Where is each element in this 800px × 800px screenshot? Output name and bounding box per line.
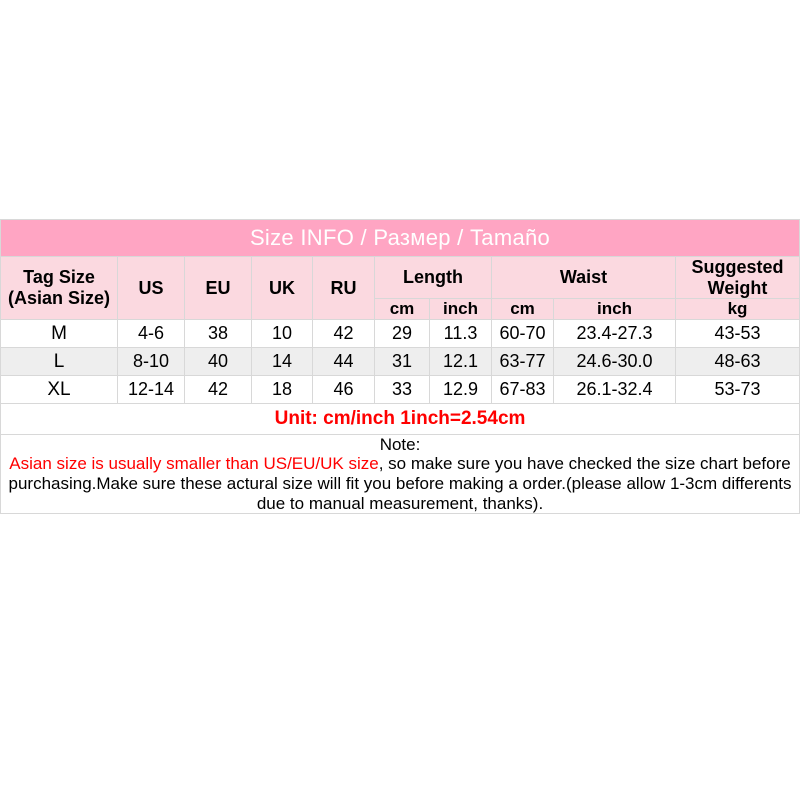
- cell-ru: 42: [313, 319, 375, 347]
- cell-tag-size: M: [1, 319, 118, 347]
- note-label: Note:: [379, 434, 421, 454]
- note-block: [1, 434, 800, 513]
- header-length-inch: inch: [430, 299, 492, 320]
- cell-us: 8-10: [118, 347, 185, 375]
- header-us: US: [118, 257, 185, 320]
- cell-length-cm: 33: [375, 375, 430, 403]
- cell-weight-kg: 43-53: [676, 319, 800, 347]
- table-row: [1, 347, 800, 375]
- cell-waist-cm: 60-70: [492, 319, 554, 347]
- cell-weight-kg: 48-63: [676, 347, 800, 375]
- note-row: [1, 434, 800, 513]
- cell-length-cm: 29: [375, 319, 430, 347]
- unit-note-row: [1, 403, 800, 434]
- cell-weight-kg: 53-73: [676, 375, 800, 403]
- note-text-red: Asian size is usually smaller than US/EU/UK size: [9, 454, 379, 474]
- header-ru: RU: [313, 257, 375, 320]
- cell-uk: 18: [252, 375, 313, 403]
- header-tag-size-label: Tag Size (Asian Size): [7, 267, 111, 308]
- cell-uk: 10: [252, 319, 313, 347]
- cell-waist-inch: 26.1-32.4: [554, 375, 676, 403]
- cell-eu: 40: [185, 347, 252, 375]
- cell-eu: 38: [185, 319, 252, 347]
- header-waist-cm: cm: [492, 299, 554, 320]
- table-row: [1, 319, 800, 347]
- table-header-row-1: [1, 257, 800, 299]
- table-title-row: [1, 220, 800, 257]
- header-waist-inch: inch: [554, 299, 676, 320]
- cell-waist-cm: 67-83: [492, 375, 554, 403]
- header-length: Length: [375, 257, 492, 299]
- cell-length-inch: 12.9: [430, 375, 492, 403]
- cell-eu: 42: [185, 375, 252, 403]
- cell-waist-inch: 24.6-30.0: [554, 347, 676, 375]
- table-row: [1, 375, 800, 403]
- cell-ru: 46: [313, 375, 375, 403]
- header-uk: UK: [252, 257, 313, 320]
- header-eu: EU: [185, 257, 252, 320]
- header-waist: Waist: [492, 257, 676, 299]
- note-text-black: , so make sure you have checked the size chart before purchasing.Make sure these actural size will fit you before making a order.(please allow 1-3cm differents due to manual measurement, thanks).: [8, 454, 792, 513]
- cell-waist-cm: 63-77: [492, 347, 554, 375]
- cell-ru: 44: [313, 347, 375, 375]
- cell-length-cm: 31: [375, 347, 430, 375]
- cell-length-inch: 12.1: [430, 347, 492, 375]
- cell-length-inch: 11.3: [430, 319, 492, 347]
- note-text: [1, 454, 799, 513]
- header-length-cm: cm: [375, 299, 430, 320]
- header-suggested-weight: Suggested Weight: [676, 257, 800, 299]
- table-title: Size INFO / Размер / Tamaño: [1, 220, 800, 257]
- cell-tag-size: L: [1, 347, 118, 375]
- cell-us: 12-14: [118, 375, 185, 403]
- cell-tag-size: XL: [1, 375, 118, 403]
- size-info-table: [0, 219, 800, 514]
- cell-us: 4-6: [118, 319, 185, 347]
- cell-waist-inch: 23.4-27.3: [554, 319, 676, 347]
- header-weight-kg: kg: [676, 299, 800, 320]
- unit-note: Unit: cm/inch 1inch=2.54cm: [1, 403, 800, 434]
- header-tag-size: [1, 257, 118, 320]
- cell-uk: 14: [252, 347, 313, 375]
- size-chart-container: [0, 219, 800, 514]
